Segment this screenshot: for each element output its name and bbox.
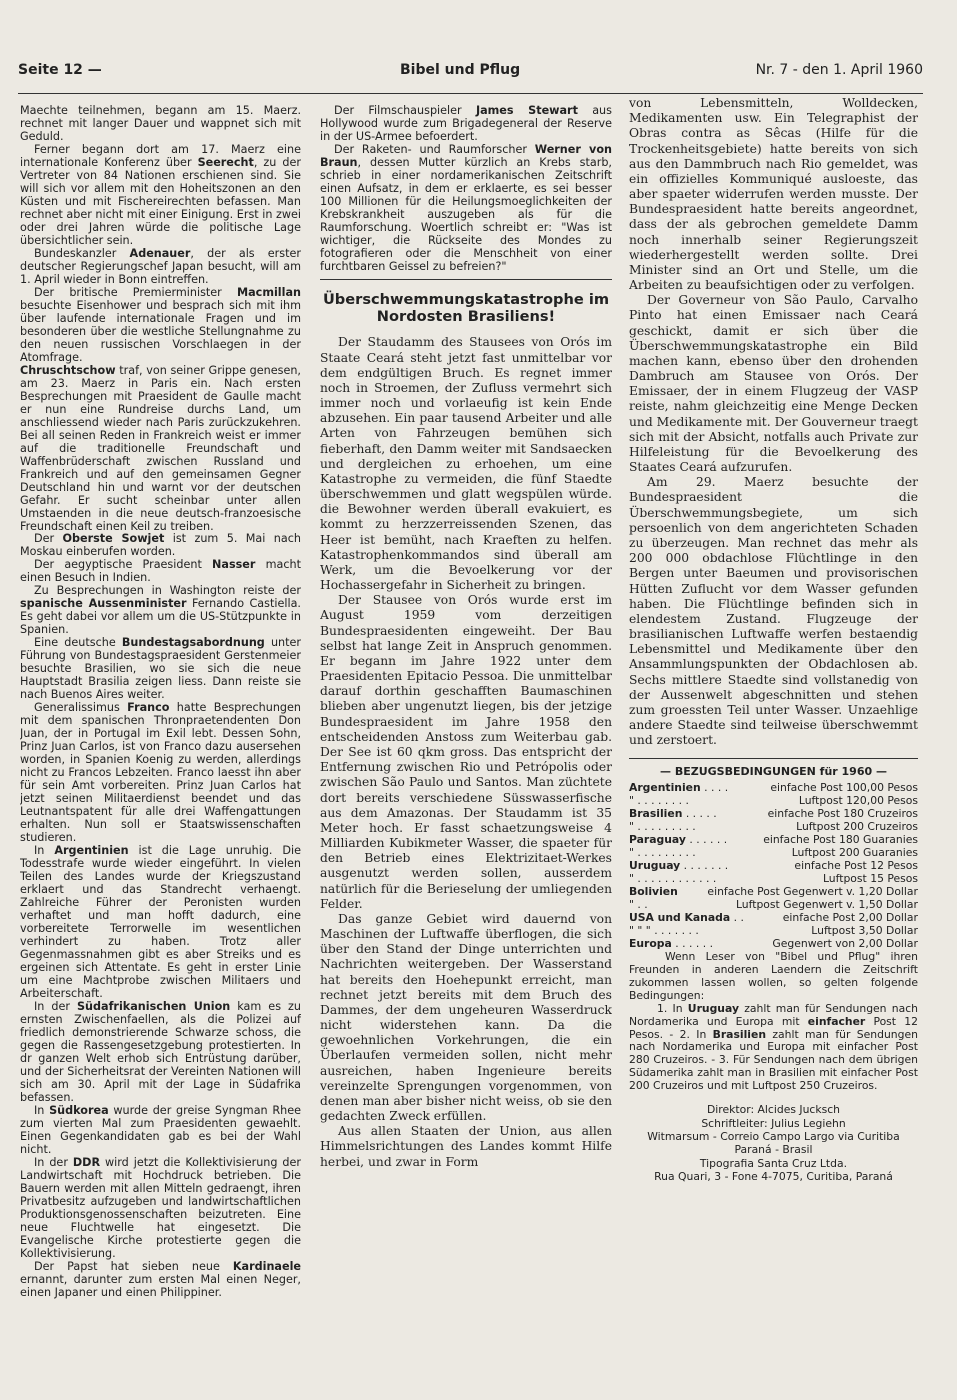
- paragraph: In Südkorea wurde der greise Syngman Rhee zum vierten Mal zum Praesidenten gewaehlt. Einen Gegenkandidaten gab es bei der Wahl nicht.: [20, 1103, 301, 1156]
- paragraph: Der Oberste Sowjet ist zum 5. Mai nach Moskau einberufen worden.: [20, 532, 301, 559]
- rate-value: einfache Post 180 Cruzeiros: [767, 807, 918, 821]
- rate-country: " . . . . . . . . . . . .: [629, 872, 717, 886]
- rate-row: [629, 938, 918, 951]
- rate-country: USA und Kanada . .: [629, 910, 744, 924]
- rate-country: Argentinien . . . .: [629, 781, 729, 795]
- news-column-left: [20, 104, 301, 1380]
- paragraph: Der Papst hat sieben neue Kardinaele ernannt, darunter zum ersten Mal einen Neger, einen Japaner und einen Philippiner.: [20, 1259, 301, 1299]
- paragraph: Chruschtschow traf, von seiner Grippe genesen, am 23. Maerz in Paris ein. Nach ersten Besprechungen mit Praesident de Gaulle macht er nun eine Rundreise durchs Land, um anschliessend wieder nach Paris zurückzukehren. Bei all seinen Reden in Frankreich weist er immer auf die traditionelle Freundschaft und Waffenbrüderschaft zwischen Russland und Frankreich und auf den gemeinsamen Gegner Deutschland hin und warnt vor der deutschen Gefahr. Er sucht scheinbar unter allen Umstaenden in die neue deutsch-franzoesische Freundschaft einen Keil zu treiben.: [20, 363, 301, 533]
- imprint-line: Tipografia Santa Cruz Ltda.: [699, 1156, 848, 1170]
- header-rule: [18, 93, 923, 94]
- rate-country: Bolivien: [629, 885, 678, 899]
- rate-country: " . . . . . . . .: [629, 794, 689, 808]
- paragraph: Aus allen Staaten der Union, aus allen Himmelsrichtungen des Landes kommt Hilfe herbei, und zwar in Form: [320, 1124, 612, 1169]
- rate-country: " . .: [629, 897, 648, 911]
- rate-value: Luftpost 15 Pesos: [822, 872, 918, 886]
- paragraph: In der DDR wird jetzt die Kollektivisierung der Landwirtschaft mit Hochdruck betrieben. Die Bauern werden mit allen Mitteln gedraengt, ihren Privatbesitz aufzugeben und landwirtschaftlichen Produktionsgenossenschaften beizutreten. Eine neue Fluchtwelle hat eingesetzt. Die Evangelische Kirche protestierte gegen die Kollektivisierung.: [20, 1155, 301, 1260]
- imprint-line: Schriftleiter: Julius Legiehn: [701, 1116, 846, 1130]
- section-divider: [320, 279, 612, 280]
- rate-country: " . . . . . . . . .: [629, 820, 696, 834]
- paragraph: Am 29. Maerz besuchte der Bundespraesident die Überschwemmungsbegiete, um sich persoenlich von dem angerichteten Schaden zu überzeugen. Man rechnet das mehr als 200 000 obdachlose Flüchtlinge in den Bergen unter Baeumen und provisorischen Hütten Zuflucht vor dem Wasser gefunden haben. Die Flüchtlinge befinden sich in elendestem Zustand. Flugzeuge der brasilianischen Luftwaffe werfen bestaendig Lebensmittel und Medikamente über den Ansammlungspunkten der Obdachlosen ab. Sechs mittlere Staedte sind vollstanedig von der Aussenwelt abgeschnitten und stehen zum groessten Teil unter Wasser. Unzaehlige andere Staedte sind teilweise überschwemmt und zerstoert.: [629, 475, 918, 748]
- page-number: Seite 12 —: [18, 62, 102, 78]
- paragraph: von Lebensmitteln, Wolldecken, Medikamenten usw. Ein Telegraphist der Obras contra as Sêcas (Hilfe für die Trockenheitsgebiete) hatte bereits von sich aus den Dammbruch nach Rio gemeldet, was ein offizielles Kommuniqué ausloeste, das aber spaeter widerrufen werden musste. Der Bundespraesident hatte bereits angeordnet, dass der als gebrochen gemeldete Damm noch innerhalb seiner Regierungszeit wiederhergestellt werden sollte. Drei Minister sind an Ort und Stelle, um die Arbeiten zu beaufsichtigen oder zu verfolgen.: [629, 96, 918, 293]
- paragraph: In Argentinien ist die Lage unruhig. Die Todesstrafe wurde wieder eingeführt. In vielen Teilen des Landes wurde der Kriegszustand erklaert und das Standrecht verhaengt. Zahlreiche Führer der Peronisten wurden verhaftet und man hofft dadurch, eine vorbereitete Terrorwelle im wesentlichen verhindert zu haben. Trotz aller Gegenmassnahmen gibt es aber Streiks und es ergeinen sich Attentate. Es geht in erster Linie um eine Machtprobe zwischen Militaers und Arbeiterschaft.: [20, 844, 301, 1000]
- imprint-line: Witmarsum - Correio Campo Largo via Curitiba: [647, 1130, 900, 1144]
- paragraph: In der Südafrikanischen Union kam es zu ernsten Zwischenfaellen, als die Polizei auf friedlich demonstrierende Schwarze schoss, die gegen die Rassengesetzgebung protestierten. In dr ganzen Welt erhob sich Entrüstung darüber, und der Sicherheitsrat der Vereinten Nationen will sich am 30. April mit der Lage in Südafrika befassen.: [20, 999, 301, 1104]
- paragraph: 1. In Uruguay zahlt man für Sendungen nach Nordamerika und Europa mit einfacher Post 12 Pesos. - 2. In Brasilien zahlt man für Sendungen nach Nordamerika und Europa mit einfacher Post 280 Cruzeiros. - 3. Für Sendungen nach dem übrigen Südamerika zahlt man in Brasilien mit einfacher Post 200 Cruzeiros und mit Luftpost 250 Cruzeiros.: [629, 1001, 918, 1093]
- paragraph: Der Filmschauspieler James Stewart aus Hollywood wurde zum Brigadegeneral der Reserve in der US-Armee befoerdert.: [320, 104, 612, 143]
- rate-value: einfache Post 2,00 Dollar: [782, 910, 918, 924]
- rate-value: Luftpost 120,00 Pesos: [798, 794, 918, 808]
- section-divider: [629, 758, 918, 759]
- publication-title: Bibel und Pflug: [400, 62, 521, 78]
- paragraph: Der Raketen- und Raumforscher Werner von Braun, dessen Mutter kürzlich an Krebs starb, schrieb in einer nordamerikanischen Zeitschrift einen Aufsatz, in dem er erklaerte, es sei besser 100 Millionen für die Heilungsmoeglichkeiten der Krebskrankheit auszugeben als für die Raumforschung. Woertlich schreibt er: "Was ist wichtiger, die Rückseite des Mondes zu fotografieren oder die Menschheit von einer furchtbaren Geissel zu befreien?": [320, 142, 612, 273]
- subscription-rates: [629, 782, 918, 950]
- imprint: [629, 1103, 918, 1183]
- rate-value: einfache Post Gegenwert v. 1,20 Dollar: [707, 885, 918, 899]
- rate-value: einfache Post 100,00 Pesos: [770, 781, 918, 795]
- paragraph: Generalissimus Franco hatte Besprechungen mit dem spanischen Thronpraetendenten Don Juan, der in Portugal im Exil lebt. Dessen Sohn, Prinz Juan Carlos, ist von Franco dazu ausersehen worden, in Spanien Koenig zu werden, allerdings nicht zu Francos Lebzeiten. Franco laesst ihn aber für sein Amt vorbereiten. Prinz Juan Carlos hat jetzt seinen Militaerdienst beendet und das Leutnantspatent für alle drei Waffengattungen erhalten. Nun soll er Staatswissenschaften studieren.: [20, 701, 301, 845]
- article-title: Überschwemmungskatastrophe im Nordosten Brasiliens!: [322, 290, 610, 325]
- rate-country: Uruguay . . . . . . .: [629, 859, 729, 873]
- paragraph: Der aegyptische Praesident Nasser macht einen Besuch in Indien.: [20, 558, 301, 585]
- rate-value: Luftpost 3,50 Dollar: [811, 923, 918, 937]
- paragraph: Der Governeur von São Paulo, Carvalho Pinto hat einen Emissaer nach Ceará geschickt, damit er sich über die Überschwemmungskatastrophe ein Bild machen kann, ebenso über den drohenden Dambruch am Stausee von Orós. Der Emissaer, der in einem Flugzeug der VASP reiste, nahm gleichzeitig eine Menge Decken und Medikamente mit. Der Gouverneur traegt sich mit der Absicht, notfalls auch Private zur Hilfeleistung für die Bevoelkerung des Staates Ceará aufzurufen.: [629, 293, 918, 475]
- paragraph: Der Stausee von Orós wurde erst im August 1959 vom derzeitigen Bundespraesidenten eingeweiht. Der Bau selbst hat lange Zeit in Anspruch genommen. Er begann im Jahre 1922 unter dem Praesidenten Epitacio Pessoa. Die unmittelbar darauf dorthin geschafften Baumaschinen blieben aber ungenutzt liegen, bis der jetzige Bundespraesident im Jahre 1958 den entscheidenden Anstoss zum Weiterbau gab. Der See ist 60 qkm gross. Das entspricht der Entfernung zwischen Rio und Petrópolis oder zwischen São Paulo und Santos. Man züchtete dort bereits verschiedene Süsswasserfische aus dem Amazonas. Der Staudamm ist 35 Meter hoch. Er fasst schaetzungsweise 4 Milliarden Kubikmeter Wasser, die spaeter für den Betrieb eines Elektrizitaet-Werkes ausgenutzt werden sollen, ausserdem natürlich für die Berieselung der umliegenden Felder.: [320, 593, 612, 911]
- imprint-line: Paraná - Brasil: [734, 1143, 813, 1157]
- subscription-heading: — BEZUGSBEDINGUNGEN für 1960 —: [660, 765, 887, 779]
- news-column-right: [629, 96, 918, 1382]
- paragraph: Der britische Premierminister Macmillan besuchte Eisenhower und besprach sich mit ihm über laufende internationale Fragen und im besonderen über die westliche Stellungnahme zu den neuen russischen Vorschlaegen in der Atomfrage.: [20, 285, 301, 364]
- paragraph: Bundeskanzler Adenauer, der als erster deutscher Regierungschef Japan besucht, will am 1. April wieder in Bonn eintreffen.: [20, 246, 301, 286]
- paragraph: Zu Besprechungen in Washington reiste der spanische Aussenminister Fernando Castiella. Es geht dabei vor allem um die US-Stützpunkte in Spanien.: [20, 584, 301, 637]
- rate-value: einfache Post 12 Pesos: [794, 859, 918, 873]
- imprint-line: Rua Quari, 3 - Fone 4-7075, Curitiba, Paraná: [654, 1170, 893, 1184]
- page-header: [18, 58, 923, 86]
- rate-country: Europa . . . . . .: [629, 936, 714, 950]
- imprint-line: Direktor: Alcides Jucksch: [706, 1103, 841, 1117]
- rate-country: Paraguay . . . . . .: [629, 833, 728, 847]
- rate-value: einfache Post 180 Guaranies: [763, 833, 918, 847]
- rate-country: " . . . . . . . . .: [629, 846, 696, 860]
- rate-value: Luftpost Gegenwert v. 1,50 Dollar: [735, 897, 918, 911]
- rate-value: Luftpost 200 Cruzeiros: [796, 820, 918, 834]
- news-column-middle: [320, 104, 612, 1380]
- paragraph: Maechte teilnehmen, begann am 15. Maerz. rechnet mit langer Dauer und wappnet sich mit Geduld.: [20, 104, 301, 143]
- rate-country: " " " . . . . . . .: [629, 923, 699, 937]
- rate-value: Luftpost 200 Guaranies: [791, 846, 918, 860]
- rate-country: Brasilien . . . . .: [629, 807, 717, 821]
- paragraph: Der Staudamm des Stausees von Orós im Staate Ceará steht jetzt fast unmittelbar vor dem endgültigen Bruch. Es regnet immer noch in Stroemen, der Zufluss vermehrt sich immer noch und vorlaeufig ist kein Ende abzusehen. Ein paar tausend Arbeiter und alle Arten von Fahrzeugen bemühen sich fieberhaft, den Damm weiter mit Sandsaecken und dergleichen zu erhoehen, um eine Katastrophe zu vermeiden, die fünf Staedte überschwemmen und glatt wegspülen würde. die Bewohner werden überall evakuiert, es kommt zu herzzerreissenden Szenen, das Heer ist bemüht, nach Kraeften zu helfen. Katastrophenkommandos sind überall am Werk, um die Bevoelkerung vor der Hochassergefahr in Sicherheit zu bringen.: [320, 335, 612, 593]
- paragraph: Wenn Leser von "Bibel und Pflug" ihren Freunden in anderen Laendern die Zeitschrift zukommen lassen wollen, so gelten folgende Bedingungen:: [629, 949, 918, 1002]
- paragraph: Eine deutsche Bundestagsabordnung unter Führung von Bundestagspraesident Gerstenmeier besuchte Brasilien, wo sie sich die neue Hauptstadt Brasilia zeigen liess. Dann reiste sie nach Buenos Aires weiter.: [20, 636, 301, 702]
- paragraph: Das ganze Gebiet wird dauernd von Maschinen der Luftwaffe überflogen, die sich über den Stand der Dinge unterrichten und Nachrichten weitergeben. Der Wasserstand hat bereits den Hoehepunkt erreicht, man rechnet jetzt bereits mit dem Bruch des Dammes, der dem ungeheuren Wasserdruck nicht widerstehen kann. Da die gewoehnlichen Vorkehrungen, die ein Überlaufen vermeiden sollen, nicht mehr ausreichen, haben Ingenieure bereits vereinzelte Sprengungen vorgenommen, von denen man aber bisher nicht weiss, ob sie den gedachten Zweck erfüllen.: [320, 911, 612, 1124]
- paragraph: Ferner begann dort am 17. Maerz eine internationale Konferenz über Seerecht, zu der Vertreter von 84 Nationen erschienen sind. Sie will sich vor allem mit den Hoheitszonen an den Küsten und mit Fischereirechten befassen. Man rechnet aber nicht mit einer Einigung. Erst in zwei oder drei Jahren würde die politische Lage übersichtlicher sein.: [20, 142, 301, 247]
- rate-value: Gegenwert von 2,00 Dollar: [772, 936, 918, 950]
- issue-date: Nr. 7 - den 1. April 1960: [755, 62, 923, 78]
